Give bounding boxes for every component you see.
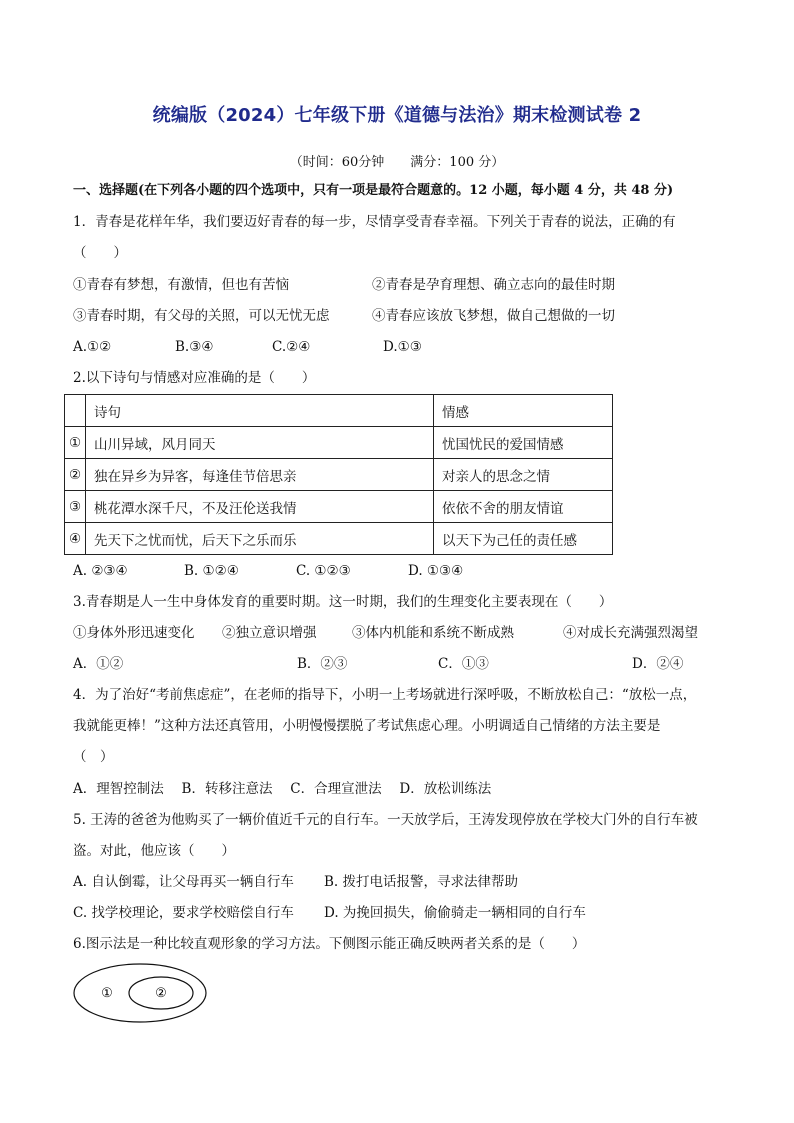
table-header-poem: 诗句: [86, 395, 434, 427]
poem-cell: 桃花潭水深千尺，不及汪伦送我情: [86, 491, 434, 523]
row-number: ①: [65, 427, 86, 459]
q2-option-c: C. ①②③: [296, 563, 351, 579]
row-number: ④: [65, 523, 86, 555]
poem-emotion-table: [64, 394, 613, 555]
q5-stem-line-1: 5. 王涛的爸爸为他购买了一辆价值近千元的自行车。一天放学后，王涛发现停放在学校大门外的自行车被: [73, 812, 698, 828]
q3-statement-3: ③体内机能和系统不断成熟: [352, 625, 514, 641]
q3-statement-2: ②独立意识增强: [222, 625, 317, 641]
emotion-cell: 以天下为己任的责任感: [434, 523, 613, 555]
q5-option-d: D. 为挽回损失，偷偷骑走一辆相同的自行车: [324, 905, 586, 921]
q1-statement-4: ④青春应该放飞梦想，做自己想做的一切: [372, 308, 615, 324]
q1-stem: 1．青春是花样年华，我们要迈好青春的每一步，尽情享受青春幸福。下列关于青春的说法，正确的有: [73, 214, 676, 230]
q1-stem-bracket: （ ）: [73, 245, 127, 261]
q2-option-b: B. ①②④: [184, 563, 239, 579]
q3-statement-1: ①身体外形迅速变化: [73, 625, 195, 641]
table-row: [65, 523, 613, 555]
inner-label: ②: [155, 986, 167, 1001]
q2-stem: 2.以下诗句与情感对应准确的是（ ）: [73, 370, 316, 386]
table-header-row: [65, 395, 613, 427]
q3-option-d: D．②④: [632, 656, 684, 672]
q1-option-c: C.②④: [272, 339, 311, 355]
emotion-cell: 依依不舍的朋友情谊: [434, 491, 613, 523]
q1-statement-3: ③青春时期，有父母的关照，可以无忧无虑: [73, 308, 330, 324]
q4-stem-line-2: 我就能更棒！”这种方法还真管用，小明慢慢摆脱了考试焦虑心理。小明调适自己情绪的方法主要是: [73, 718, 661, 734]
q1-option-b: B.③④: [175, 339, 214, 355]
q1-statement-1: ①青春有梦想，有激情，但也有苦恼: [73, 277, 289, 293]
emotion-cell: 对亲人的思念之情: [434, 459, 613, 491]
q3-option-b: B．②③: [297, 656, 348, 672]
page-title: 统编版（2024）七年级下册《道德与法治》期末检测试卷 2: [152, 105, 642, 126]
venn-diagram: [72, 962, 208, 1024]
q3-option-c: C．①③: [438, 656, 489, 672]
poem-cell: 先天下之忧而忧，后天下之乐而乐: [86, 523, 434, 555]
table-header-num: [65, 395, 86, 427]
q6-stem: 6.图示法是一种比较直观形象的学习方法。下侧图示能正确反映两者关系的是（ ）: [73, 936, 586, 952]
table-row: [65, 491, 613, 523]
q4-stem-line-1: 4．为了治好“考前焦虑症”，在老师的指导下，小明一上考场就进行深呼吸，不断放松自己：“放松一点，: [73, 687, 697, 703]
q5-stem-line-2: 盗。对此，他应该（ ）: [73, 843, 235, 859]
emotion-cell: 忧国忧民的爱国情感: [434, 427, 613, 459]
q2-option-a: A. ②③④: [73, 563, 128, 579]
table-header-emotion: 情感: [434, 395, 613, 427]
row-number: ②: [65, 459, 86, 491]
exam-info: [0, 151, 794, 170]
q3-stem: 3.青春期是人一生中身体发育的重要时期。这一时期，我们的生理变化主要表现在（ ）: [73, 594, 613, 610]
q1-option-a: A.①②: [73, 339, 112, 355]
poem-cell: 独在异乡为异客，每逢佳节倍思亲: [86, 459, 434, 491]
q5-option-b: B. 拨打电话报警，寻求法律帮助: [324, 874, 519, 890]
section-heading: 一、选择题(在下列各小题的四个选项中，只有一项是最符合题意的。12 小题，每小题 4 分，共 48 分): [73, 183, 674, 198]
q4-stem-bracket: （ ）: [73, 749, 114, 765]
q1-statement-2: ②青春是孕育理想、确立志向的最佳时期: [372, 277, 615, 293]
table-row: [65, 459, 613, 491]
q4-options: A．理智控制法 B．转移注意法 C．合理宣泄法 D．放松训练法: [73, 781, 492, 797]
q2-option-d: D. ①③④: [408, 563, 464, 579]
outer-label: ①: [101, 986, 113, 1001]
q5-option-c: C. 找学校理论，要求学校赔偿自行车: [73, 905, 294, 921]
table-row: [65, 427, 613, 459]
q3-option-a: A．①②: [73, 656, 124, 672]
row-number: ③: [65, 491, 86, 523]
poem-cell: 山川异域，风月同天: [86, 427, 434, 459]
q3-statement-4: ④对成长充满强烈渴望: [563, 625, 698, 641]
exam-score: 满分：100 分）: [410, 155, 505, 170]
outer-ellipse: [74, 964, 206, 1022]
exam-time: （时间：60分钟: [289, 155, 385, 170]
q1-option-d: D.①③: [383, 339, 422, 355]
q5-option-a: A. 自认倒霉，让父母再买一辆自行车: [73, 874, 294, 890]
